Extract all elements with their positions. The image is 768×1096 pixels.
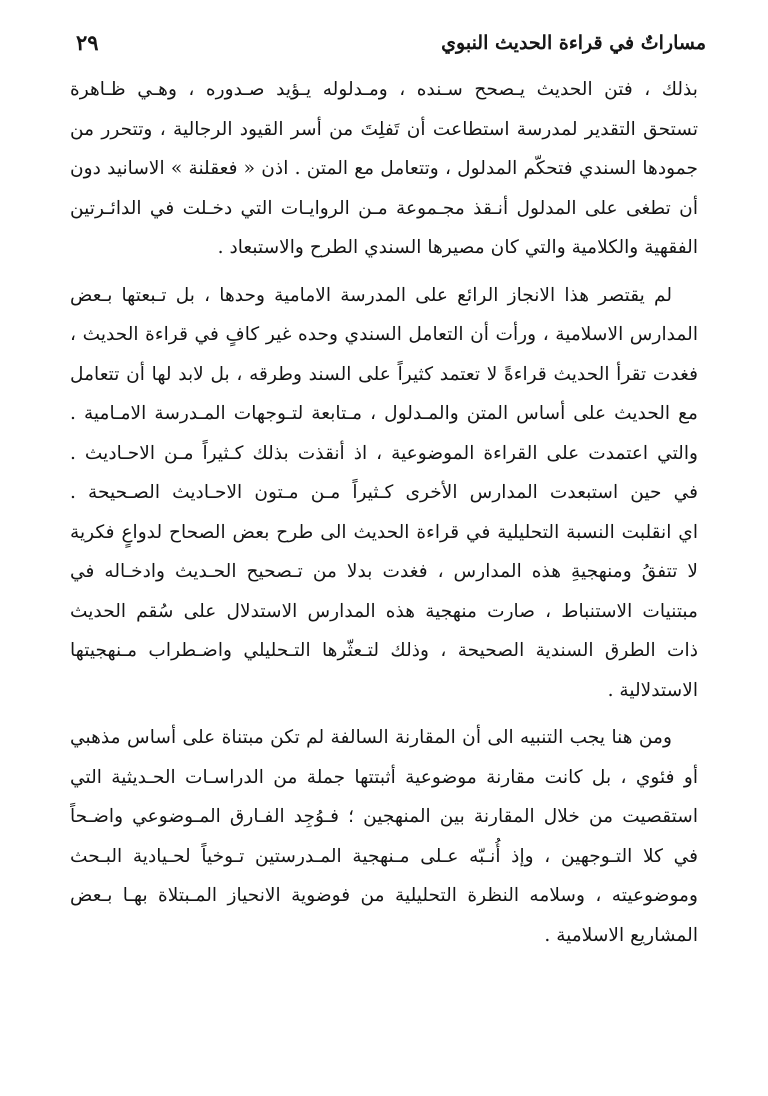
- text-line: الاستدلالية .: [607, 679, 698, 701]
- text-line: في حين استبعدت المدارس الأخرى كـثيراً مـن مـتون الاحـاديث الصـحيحة .: [70, 482, 698, 503]
- text-line: الفقهية والكلامية والتي كان مصيرها السندي الطرح والاستبعاد .: [217, 237, 698, 258]
- text-line: مع الحديث على أساس المتن والمـدلول ، مـتابعة لتـوجهات المـدرسة الامـامية .: [70, 403, 698, 424]
- text-line: فغدت تقرأ الحديث قراءةً لا تعتمد كثيراً على السند وطرقه ، بل لابد لها أن تتعامل: [70, 363, 698, 385]
- text-line: لا تتفقُ ومنهجيةِ هذه المدارس ، فغدت بدلا من تـصحيح الحـديث وادخـاله في: [70, 561, 698, 582]
- text-line: ومن هنا يجب التنبيه الى أن المقارنة السالفة لم تكن مبتناة على أساس مذهبي: [70, 727, 672, 748]
- text-line: المشاريع الاسلامية .: [544, 924, 698, 946]
- text-line: المدارس الاسلامية ، ورأت أن التعامل السندي وحده غير كافٍ في قراءة الحديث ،: [70, 324, 698, 345]
- running-title: مساراتٌ في قراءة الحديث النبوي: [441, 32, 706, 54]
- text-line: في كلا التـوجهين ، وإذ أُنـبّه عـلى مـنهجية المـدرستين تـوخياً لحـيادية البـحث: [70, 845, 698, 867]
- paragraph-1: [70, 70, 698, 268]
- page-number: ٢٩: [76, 30, 99, 55]
- text-line: جمودها السندي فتحكّم المدلول ، وتتعامل مع المتن . اذن « فعقلنة » الاسانيد دون: [70, 158, 698, 179]
- text-line: تستحق التقدير لمدرسة استطاعت أن تَفلِتَ من أسر القيود الرجالية ، وتتحرر من: [70, 118, 698, 140]
- text-line: مبتنيات الاستنباط ، صارت منهجية هذه المدارس الاستدلال على سُقم الحديث: [70, 600, 698, 622]
- paragraph-3: [70, 718, 698, 955]
- text-line: أو فئوي ، بل كانت مقارنة موضوعية أثبتتها جملة من الدراسـات الحـديثية التي: [70, 766, 698, 788]
- text-line: والتي اعتمدت على القراءة الموضوعية ، اذ أنقذت بذلك كـثيراً مـن الاحـاديث .: [70, 442, 698, 464]
- text-line: استقصيت من خلال المقارنة بين المنهجين ؛ فـوُجِد الفـارق المـوضوعي واضـحاً: [70, 806, 698, 827]
- body-text: [70, 70, 698, 955]
- text-line: لم يقتصر هذا الانجاز الرائع على المدرسة الامامية وحدها ، بل تـبعتها بـعض: [70, 284, 672, 306]
- text-line: اي انقلبت النسبة التحليلية في قراءة الحديث الى طرح بعض الصحاح لدواعٍ فكرية: [70, 521, 698, 543]
- text-line: ذات الطرق السندية الصحيحة ، وذلك لتـعثّرها التـحليلي واضـطراب مـنهجيتها: [70, 640, 698, 661]
- page-header: [72, 28, 706, 64]
- paragraph-2: [70, 276, 698, 711]
- text-line: بذلك ، فتن الحديث يـصحح سـنده ، ومـدلوله يـؤيد صـدوره ، وهـي ظـاهرة: [70, 79, 698, 100]
- text-line: أن تطغى على المدلول أنـقذ مجـموعة مـن الروايـات التي دخـلت في الدائـرتين: [70, 197, 698, 219]
- text-line: وموضوعيته ، وسلامه النظرة التحليلية من فوضوية الانحياز المـبتلاة بهـا بـعض: [70, 885, 698, 906]
